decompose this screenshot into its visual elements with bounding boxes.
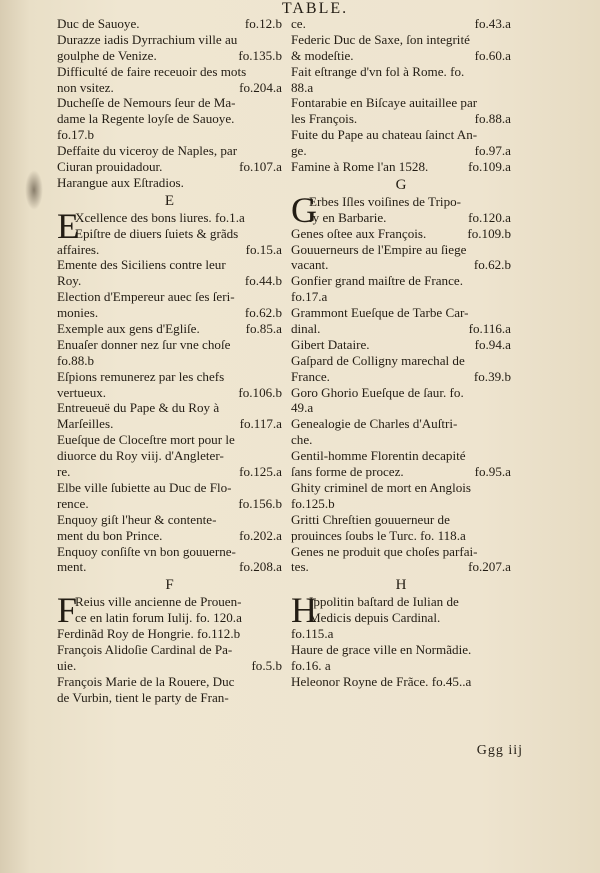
index-entry — [291, 64, 511, 96]
folio-reference: fo.117.a — [239, 416, 282, 432]
signature-mark: Ggg iij — [476, 743, 523, 758]
folio-reference: fo.156.b — [238, 495, 282, 511]
index-entry — [57, 64, 282, 96]
entry-text: Genes oſtee aux François. — [291, 225, 427, 241]
index-entry — [291, 226, 511, 242]
entry-line — [291, 226, 511, 242]
entry-text: ment. — [57, 559, 87, 575]
entry-line — [291, 610, 511, 626]
folio-reference: fo.109.b — [467, 225, 511, 241]
entry-text: fo.17.b — [57, 127, 95, 143]
section-heading-g: G — [395, 176, 407, 193]
index-entry — [57, 432, 282, 480]
entry-line — [291, 242, 511, 258]
entry-line — [291, 337, 511, 353]
entry-line — [57, 273, 282, 289]
entry-line — [291, 143, 511, 159]
entry-line — [291, 80, 511, 96]
entry-text: ſans forme de procez. — [291, 464, 404, 480]
folio-reference: fo.97.a — [474, 143, 511, 159]
folio-reference: fo.12.b — [244, 16, 282, 31]
entry-text: fo.16. a — [291, 657, 331, 673]
entry-text: François Marie de la Rouere, Duc — [57, 673, 235, 689]
entry-text: Gouuerneurs de l'Empire au ſiege — [291, 241, 467, 257]
entry-text: rence. — [57, 495, 89, 511]
index-entry — [57, 16, 282, 32]
index-entry — [291, 127, 511, 159]
entry-line — [57, 610, 282, 626]
entry-line — [291, 385, 511, 401]
entry-text: Grammont Eueſque de Tarbe Car- — [291, 305, 469, 321]
entry-text: Gentil-homme Florentin decapité — [291, 448, 466, 464]
entry-text: fo.88.b — [57, 352, 95, 368]
entry-line — [291, 64, 511, 80]
folio-reference: fo.109.a — [468, 159, 511, 175]
entry-text: Election d'Empereur auec ſes ſeri- — [57, 289, 235, 305]
entry-line — [291, 257, 511, 273]
drop-cap: F — [57, 590, 78, 631]
entry-text: Marſeilles. — [57, 416, 114, 432]
index-entry — [57, 544, 282, 576]
entry-text: Fontarabie en Biſcaye auitaillee par — [291, 95, 478, 111]
entry-text: Goro Ghorio Eueſque de ſaur. fo. — [291, 384, 464, 400]
entry-line — [291, 496, 511, 512]
entry-line — [57, 642, 282, 658]
drop-cap: G — [291, 189, 317, 230]
entry-text: Gritti Chreſtien gouuerneur de — [291, 511, 450, 527]
entry-line — [291, 369, 511, 385]
entry-line — [291, 159, 511, 175]
index-entry — [291, 95, 511, 127]
entry-line — [57, 448, 282, 464]
index-entry — [57, 590, 282, 642]
entry-text: Eueſque de Cloceſtre mort pour le — [57, 432, 235, 448]
entry-text: Reius ville ancienne de Prouen- — [75, 594, 242, 610]
entry-text: Genealogie de Charles d'Auſtri- — [291, 416, 458, 432]
folio-reference: fo.116.a — [468, 321, 511, 337]
folio-reference: fo.60.a — [474, 47, 511, 63]
entry-line — [57, 337, 282, 353]
index-entry — [291, 590, 511, 642]
entry-text: & modeſtie. — [291, 47, 354, 63]
folio-reference: fo.106.b — [238, 384, 282, 400]
entry-text: de Vurbin, tient le party de Fran- — [57, 689, 229, 705]
index-entry — [57, 205, 282, 258]
entry-text: ly en Barbarie. — [309, 209, 387, 225]
entry-line — [291, 432, 511, 448]
entry-line — [57, 159, 282, 175]
entry-line — [291, 626, 511, 642]
entry-line — [291, 416, 511, 432]
entry-text: tes. — [291, 559, 309, 575]
folio-reference: fo.204.a — [239, 79, 282, 95]
folio-reference: fo.15.a — [245, 241, 282, 257]
entry-text: diuorce du Roy viij. d'Angleter- — [57, 448, 224, 464]
entry-text: Gibert Dataire. — [291, 336, 370, 352]
drop-cap: H — [291, 590, 317, 631]
entry-text: goulphe de Venize. — [57, 47, 157, 63]
folio-reference: fo.125.a — [239, 464, 282, 480]
index-entry — [291, 416, 511, 448]
index-entry — [57, 289, 282, 321]
entry-line — [291, 528, 511, 544]
entry-text: dinal. — [291, 321, 321, 337]
entry-line — [291, 48, 511, 64]
entry-line — [291, 400, 511, 416]
entry-line — [57, 80, 282, 96]
entry-text: Fuite du Pape au chateau ſainct An- — [291, 127, 478, 143]
entry-line — [57, 385, 282, 401]
index-entry — [57, 400, 282, 432]
entry-line — [291, 194, 511, 210]
entry-line — [57, 175, 282, 191]
entry-line — [57, 594, 282, 610]
running-head: TABLE. — [281, 0, 349, 17]
index-entry — [291, 337, 511, 353]
entry-line — [57, 626, 282, 642]
entry-line — [57, 416, 282, 432]
entry-line — [291, 353, 511, 369]
entry-text: Haure de grace ville en Normãdie. — [291, 641, 472, 657]
drop-cap: E — [57, 205, 79, 246]
entry-line — [291, 448, 511, 464]
folio-reference: fo.44.b — [244, 273, 282, 289]
entry-line — [57, 369, 282, 385]
entry-line — [57, 111, 282, 127]
entry-text: vacant. — [291, 257, 329, 273]
entry-text: Heleonor Royne de Frãce. fo.45..a — [291, 673, 472, 689]
entry-line — [57, 559, 282, 575]
entry-text: fo.125.b — [291, 495, 335, 511]
entry-text: Ghity criminel de mort en Anglois — [291, 479, 472, 495]
entry-text: Xcellence des bons liures. fo.1.a — [75, 209, 245, 225]
folio-reference: fo.95.a — [474, 464, 511, 480]
index-entry — [291, 448, 511, 480]
section-heading-f: F — [165, 577, 174, 594]
index-entry — [57, 143, 282, 175]
entry-line — [291, 127, 511, 143]
entry-text: ce. — [291, 16, 306, 31]
entry-text: fo.115.a — [291, 626, 334, 642]
entry-line — [291, 642, 511, 658]
entry-line — [291, 321, 511, 337]
entry-text: Roy. — [57, 273, 82, 289]
index-entry — [57, 175, 282, 191]
entry-text: Emente des Siciliens contre leur — [57, 257, 226, 273]
folio-reference: fo.202.a — [239, 527, 282, 543]
entry-text: vertueux. — [57, 384, 107, 400]
entry-text: les François. — [291, 111, 358, 127]
folio-reference: fo.135.b — [238, 47, 282, 63]
entry-line — [57, 528, 282, 544]
entry-line — [57, 400, 282, 416]
entry-text: ge. — [291, 143, 307, 159]
entry-text: Ferdinãd Roy de Hongrie. fo.112.b — [57, 626, 241, 642]
folio-reference: fo.62.b — [244, 305, 282, 321]
entry-text: non vsitez. — [57, 79, 114, 95]
index-entry — [291, 480, 511, 512]
entry-line — [57, 226, 282, 242]
entry-text: Medicis depuis Cardinal. — [309, 610, 441, 626]
entry-line — [291, 559, 511, 575]
index-entry — [57, 369, 282, 401]
entry-text: ment du bon Prince. — [57, 527, 163, 543]
entry-line — [57, 32, 282, 48]
index-entry — [291, 353, 511, 385]
index-entry — [291, 544, 511, 576]
entry-line — [57, 48, 282, 64]
entry-line — [291, 111, 511, 127]
entry-text: prouinces ſoubs le Turc. fo. 118.a — [291, 527, 466, 543]
entry-text: Deffaite du viceroy de Naples, par — [57, 143, 238, 159]
entry-line — [57, 143, 282, 159]
index-entry — [291, 512, 511, 544]
entry-text: Enquoy giſt l'heur & contente- — [57, 511, 217, 527]
index-entry — [291, 32, 511, 64]
entry-line — [57, 257, 282, 273]
entry-text: ce en latin forum Iulij. fo. 120.a — [75, 610, 242, 626]
entry-line — [57, 210, 282, 226]
entry-text: Ciuran prouidadour. — [57, 159, 163, 175]
entry-line — [291, 32, 511, 48]
entry-line — [57, 658, 282, 674]
folio-reference: fo.39.b — [473, 368, 511, 384]
index-entry — [291, 159, 511, 175]
entry-line — [57, 674, 282, 690]
entry-line — [291, 16, 511, 32]
folio-reference: fo.107.a — [239, 159, 282, 175]
entry-text: Eſpions remunerez par les chefs — [57, 368, 225, 384]
entry-text: Durazze iadis Dyrrachium ville au — [57, 31, 238, 47]
entry-line — [57, 289, 282, 305]
index-entry — [291, 242, 511, 274]
entry-text: fo.17.a — [291, 289, 328, 305]
entry-text: 49.a — [291, 400, 314, 416]
entry-line — [291, 210, 511, 226]
entry-text: Ducheſſe de Nemours ſeur de Ma- — [57, 95, 236, 111]
entry-line — [291, 305, 511, 321]
folio-reference: fo.88.a — [474, 111, 511, 127]
entry-line — [57, 321, 282, 337]
entry-line — [57, 242, 282, 258]
index-entry — [57, 642, 282, 674]
entry-line — [291, 289, 511, 305]
index-entry — [291, 16, 511, 32]
entry-text: monies. — [57, 305, 99, 321]
entry-text: Gaſpard de Colligny marechal de — [291, 352, 465, 368]
entry-line — [291, 544, 511, 560]
entry-line — [57, 353, 282, 369]
entry-line — [291, 480, 511, 496]
entry-text: affaires. — [57, 241, 100, 257]
entry-text: re. — [57, 464, 71, 480]
entry-text: Enquoy conſiſte vn bon gouuerne- — [57, 543, 236, 559]
entry-line — [57, 305, 282, 321]
entry-text: Gonfier grand maiſtre de France. — [291, 273, 463, 289]
entry-text: Entreueuë du Pape & du Roy à — [57, 400, 220, 416]
index-entry — [57, 337, 282, 369]
entry-text: Exemple aux gens d'Egliſe. — [57, 321, 200, 337]
folio-reference: fo.43.a — [474, 16, 511, 31]
entry-text: Elbe ville ſubiette au Duc de Flo- — [57, 479, 232, 495]
entry-line — [57, 464, 282, 480]
entry-line — [57, 95, 282, 111]
entry-text: Duc de Sauoye. — [57, 16, 140, 31]
entry-line — [57, 690, 282, 706]
index-entry — [57, 512, 282, 544]
entry-text: Genes ne produit que choſes parfai- — [291, 543, 478, 559]
entry-text: France. — [291, 368, 330, 384]
entry-text: Federic Duc de Saxe, ſon integrité — [291, 31, 470, 47]
left-column — [57, 16, 282, 706]
entry-text: che. — [291, 432, 313, 448]
index-entry — [57, 257, 282, 289]
index-entry — [291, 385, 511, 417]
folio-reference: fo.85.a — [245, 321, 282, 337]
entry-text: 88.a — [291, 79, 314, 95]
entry-text: dame la Regente loyſe de Sauoye. — [57, 111, 235, 127]
entry-text: Famine à Rome l'an 1528. — [291, 159, 429, 175]
entry-line — [57, 64, 282, 80]
entry-line — [57, 544, 282, 560]
folio-reference: fo.207.a — [468, 559, 511, 575]
index-entry — [291, 305, 511, 337]
entry-line — [291, 464, 511, 480]
folio-reference: fo.120.a — [468, 209, 511, 225]
folio-reference: fo.62.b — [473, 257, 511, 273]
entry-line — [57, 512, 282, 528]
section-heading-h: H — [395, 577, 407, 594]
entry-line — [291, 658, 511, 674]
entry-text: Harangue aux Eſtradios. — [57, 174, 184, 190]
entry-line — [291, 594, 511, 610]
folio-reference: fo.94.a — [474, 336, 511, 352]
entry-line — [291, 273, 511, 289]
entry-text: François Alidoſie Cardinal de Pa- — [57, 641, 233, 657]
folio-reference: fo.5.b — [251, 657, 282, 673]
entry-text: Erbes Iſles voiſines de Tripo- — [309, 193, 462, 209]
entry-line — [57, 16, 282, 32]
index-entry — [57, 674, 282, 706]
index-entry — [57, 480, 282, 512]
index-entry — [291, 674, 511, 690]
entry-line — [291, 674, 511, 690]
folio-reference: fo.208.a — [239, 559, 282, 575]
entry-text: Enuaſer donner nez ſur vne choſe — [57, 336, 231, 352]
index-entry — [291, 642, 511, 674]
index-entry — [291, 189, 511, 230]
right-column — [291, 16, 511, 690]
entry-line — [291, 512, 511, 528]
ink-stain — [25, 170, 43, 210]
entry-line — [57, 127, 282, 143]
index-entry — [57, 32, 282, 64]
index-entry — [57, 95, 282, 143]
entry-text: Ippolitin baſtard de Iulian de — [309, 594, 459, 610]
entry-text: Epiſtre de diuers ſuiets & grãds — [75, 225, 239, 241]
index-entry — [57, 321, 282, 337]
entry-text: Difficulté de faire receuoir des mots — [57, 63, 247, 79]
entry-line — [57, 496, 282, 512]
entry-text: uie. — [57, 657, 77, 673]
entry-text: Fait eſtrange d'vn fol à Rome. fo. — [291, 63, 465, 79]
index-entry — [291, 273, 511, 305]
section-heading-e: E — [164, 192, 175, 209]
entry-line — [57, 480, 282, 496]
entry-line — [57, 432, 282, 448]
entry-line — [291, 95, 511, 111]
